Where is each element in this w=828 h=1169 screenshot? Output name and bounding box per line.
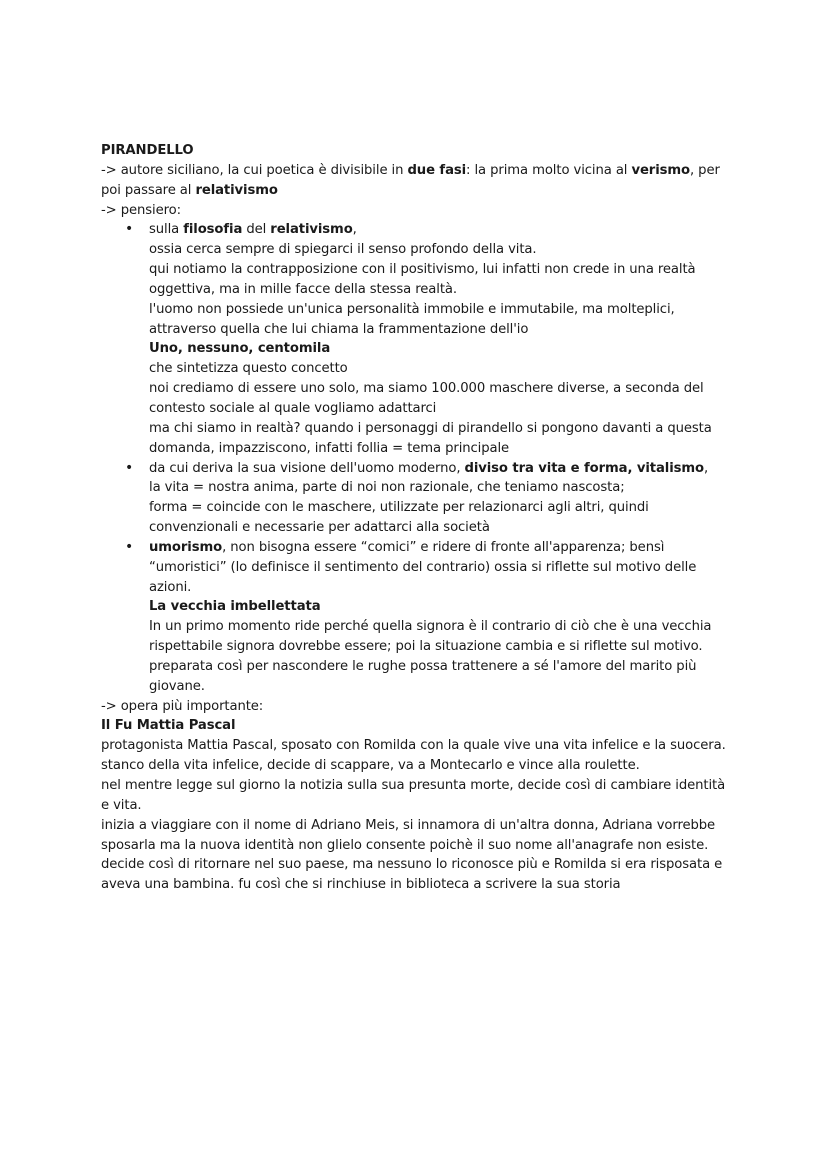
list-item: • umorismo, non bisogna essere “comici” e ridere di fronte all'apparenza; bensì “umoristici” (lo definisce il sentimento del contrario) ossia si riflette sul motivo delle azioni. La vecchia imbellettata In un primo momento ride perché quella signora è il contrario di ciò che è una vecchia rispettabile signora dovrebbe essere; poi la situazione cambia e si riflette sul motivo. preparata così per nascondere le rughe possa trattenere a sé l'amore del marito più giovane. <box>101 538 733 697</box>
bold-term: umorismo <box>149 539 223 555</box>
text-line: che sintetizza questo concetto <box>149 361 348 377</box>
bold-term: relativismo <box>195 182 278 198</box>
paragraph: decide così di ritornare nel suo paese, ma nessuno lo riconosce più e Romilda si era risposata e aveva una bambina. fu così che si rinchiuse in biblioteca a scrivere la sua storia <box>101 857 723 893</box>
paragraph: inizia a viaggiare con il nome di Adriano Meis, si innamora di un'altra donna, Adriana vorrebbe sposarla ma la nuova identità non glielo consente poichè il suo nome all'anagrafe non esiste. <box>101 817 716 853</box>
text-line: qui notiamo la contrapposizione con il positivismo, lui infatti non crede in una realtà oggettiva, ma in mille facce della stessa realtà. <box>149 262 696 297</box>
text-line: forma = coincide con le maschere, utilizzate per relazionarci agli altri, quindi convenzionali e necessarie per adattarci alla società <box>149 500 649 536</box>
opera-label: -> opera più importante: <box>101 698 264 714</box>
list-item: • sulla filosofia del relativismo, ossia cerca sempre di spiegarci il senso profondo della vita. qui notiamo la contrapposizione con il positivismo, lui infatti non crede in una realtà oggettiva, ma in mille facce della stessa realtà. l'uomo non possiede un'unica personalità immobile e immutabile, ma molteplici, attraverso quella che lui chiama la frammentazione dell'io Uno, nessuno, centomila che sintetizza questo concetto noi crediamo di essere uno solo, ma siamo 100.000 maschere diverse, a seconda del contesto sociale al quale vogliamo adattarci ma chi siamo in realtà? quando i personaggi di pirandello si pongono davanti a questa domanda, impazziscono, infatti follia = tema principale <box>101 220 733 458</box>
opera-title: Il Fu Mattia Pascal <box>101 718 236 734</box>
bold-term: verismo <box>631 162 690 178</box>
paragraph: stanco della vita infelice, decide di scappare, va a Montecarlo e vince alla roulette. <box>101 758 640 774</box>
section-subtitle: La vecchia imbellettata <box>149 599 321 615</box>
text-line: ossia cerca sempre di spiegarci il senso profondo della vita. <box>149 242 537 258</box>
pensiero-label: -> pensiero: <box>101 202 181 218</box>
bold-term: filosofia <box>183 222 243 238</box>
section-subtitle: Uno, nessuno, centomila <box>149 341 331 357</box>
text-line: la vita = nostra anima, parte di noi non razionale, che teniamo nascosta; <box>149 480 625 496</box>
text-line: In un primo momento ride perché quella signora è il contrario di ciò che è una vecchia rispettabile signora dovrebbe essere; poi la situazione cambia e si riflette sul motivo. preparata così per nascondere le rughe possa trattenere a sé l'amore del marito più giovane. <box>149 619 712 694</box>
list-item: • da cui deriva la sua visione dell'uomo moderno, diviso tra vita e forma, vitalismo, la vita = nostra anima, parte di noi non razionale, che teniamo nascosta; forma = coincide con le maschere, utilizzate per relazionarci agli altri, quindi convenzionali e necessarie per adattarci alla società <box>101 459 733 538</box>
bold-term: due fasi <box>407 162 467 178</box>
paragraph: nel mentre legge sul giorno la notizia sulla sua presunta morte, decide così di cambiare identità e vita. <box>101 778 726 813</box>
pensiero-list <box>101 220 733 696</box>
bold-term: diviso tra vita e forma, vitalismo <box>464 460 704 476</box>
text-line: l'uomo non possiede un'unica personalità immobile e immutabile, ma molteplici, attraverso quella che lui chiama la frammentazione dell'io <box>149 301 675 337</box>
bold-term: relativismo <box>270 222 353 238</box>
paragraph: protagonista Mattia Pascal, sposato con Romilda con la quale vive una vita infelice e la suocera. <box>101 738 726 754</box>
page-title: PIRANDELLO <box>101 143 194 158</box>
text-line: ma chi siamo in realtà? quando i personaggi di pirandello si pongono davanti a questa domanda, impazziscono, infatti follia = tema principale <box>149 420 712 456</box>
text-line: noi crediamo di essere uno solo, ma siamo 100.000 maschere diverse, a seconda del contesto sociale al quale vogliamo adattarci <box>149 381 704 416</box>
document-body <box>101 141 733 895</box>
intro-line: -> autore siciliano, la cui poetica è divisibile in due fasi: la prima molto vicina al verismo, per poi passare al relativismo <box>101 162 720 198</box>
